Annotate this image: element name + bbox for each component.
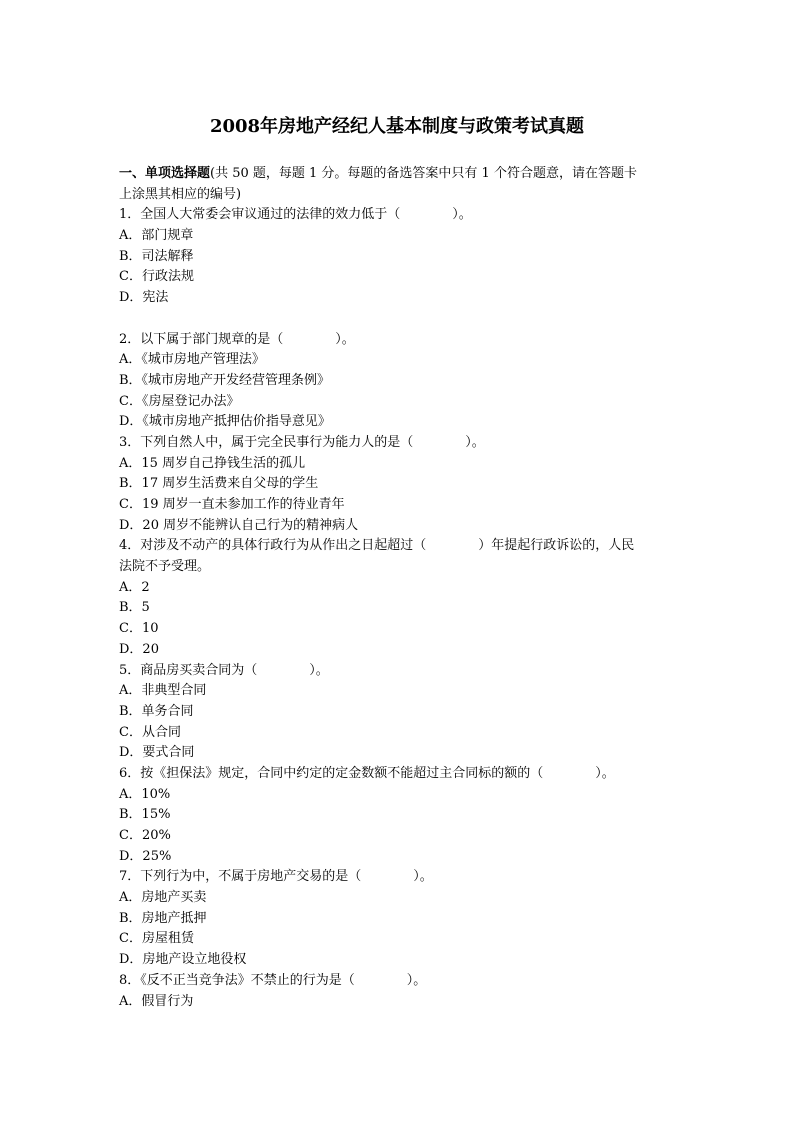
- answer-option: A．2: [119, 579, 150, 595]
- answer-option: A．部门规章: [119, 228, 194, 244]
- question-stem-continuation: 法院不予受理。: [119, 559, 211, 575]
- answer-option: D．宪法: [119, 290, 169, 306]
- answer-option: C．10: [119, 621, 159, 637]
- answer-option: C．20%: [119, 828, 171, 843]
- answer-option: B．15%: [119, 807, 171, 823]
- answer-option: C．行政法规: [119, 269, 194, 285]
- answer-option: C．《房屋登记办法》: [119, 393, 240, 409]
- answer-option: A．10%: [119, 786, 171, 802]
- answer-option: A．《城市房地产管理法》: [119, 352, 265, 368]
- answer-option: A．15 周岁自己挣钱生活的孤儿: [119, 455, 306, 471]
- question-stem: 3．下列自然人中，属于完全民事行为能力人的是（ ）。: [119, 434, 485, 450]
- answer-option: D．房地产设立地役权: [119, 952, 247, 968]
- question-stem: 4．对涉及不动产的具体行政行为从作出之日起超过（ ）年提起行政诉讼的，人民: [119, 538, 635, 554]
- section-instruction-line1: (共 50 题，每题 1 分。每题的备选答案中只有 1 个符合题意，请在答题卡: [210, 166, 637, 181]
- answer-option: B．房地产抵押: [119, 910, 207, 926]
- section-instruction-line2: 上涂黑其相应的编号): [119, 186, 242, 202]
- question-stem: 5．商品房买卖合同为（ ）。: [119, 662, 329, 678]
- answer-option: B．17 周岁生活费来自父母的学生: [119, 476, 319, 492]
- answer-option: C．从合同: [119, 724, 181, 740]
- section-heading-line: [119, 164, 679, 185]
- question-stem: 1．全国人大常委会审议通过的法律的效力低于（ ）。: [119, 207, 472, 223]
- answer-option: A．房地产买卖: [119, 890, 207, 906]
- section-heading: 一、单项选择题: [119, 166, 211, 181]
- answer-option: B．《城市房地产开发经营管理条例》: [119, 372, 331, 388]
- question-stem: 6．按《担保法》规定，合同中约定的定金数额不能超过主合同标的额的（ ）。: [119, 765, 615, 781]
- answer-option: B．司法解释: [119, 248, 194, 264]
- answer-option: D．《城市房地产抵押估价指导意见》: [119, 414, 331, 430]
- question-stem: 7．下列行为中，不属于房地产交易的是（ ）。: [119, 869, 433, 885]
- document-title: 2008年房地产经纪人基本制度与政策考试真题: [209, 116, 585, 137]
- document-body: [119, 164, 679, 1012]
- answer-option: C．19 周岁一直未参加工作的待业青年: [119, 497, 345, 512]
- question-stem: 2．以下属于部门规章的是（ ）。: [119, 331, 355, 347]
- answer-option: A．假冒行为: [119, 993, 194, 1009]
- question-stem: 8．《反不正当竞争法》不禁止的行为是（ ）。: [119, 972, 427, 988]
- answer-option: D．20 周岁不能辨认自己行为的精神病人: [119, 517, 359, 533]
- answer-option: B．单务合同: [119, 703, 194, 719]
- answer-option: D．25%: [119, 848, 172, 864]
- answer-option: C．房屋租赁: [119, 931, 194, 947]
- answer-option: A．非典型合同: [119, 683, 207, 699]
- paragraph-spacer: [119, 309, 679, 330]
- answer-option: B．5: [119, 600, 150, 616]
- answer-option: D．20: [119, 641, 159, 657]
- answer-option: D．要式合同: [119, 745, 195, 761]
